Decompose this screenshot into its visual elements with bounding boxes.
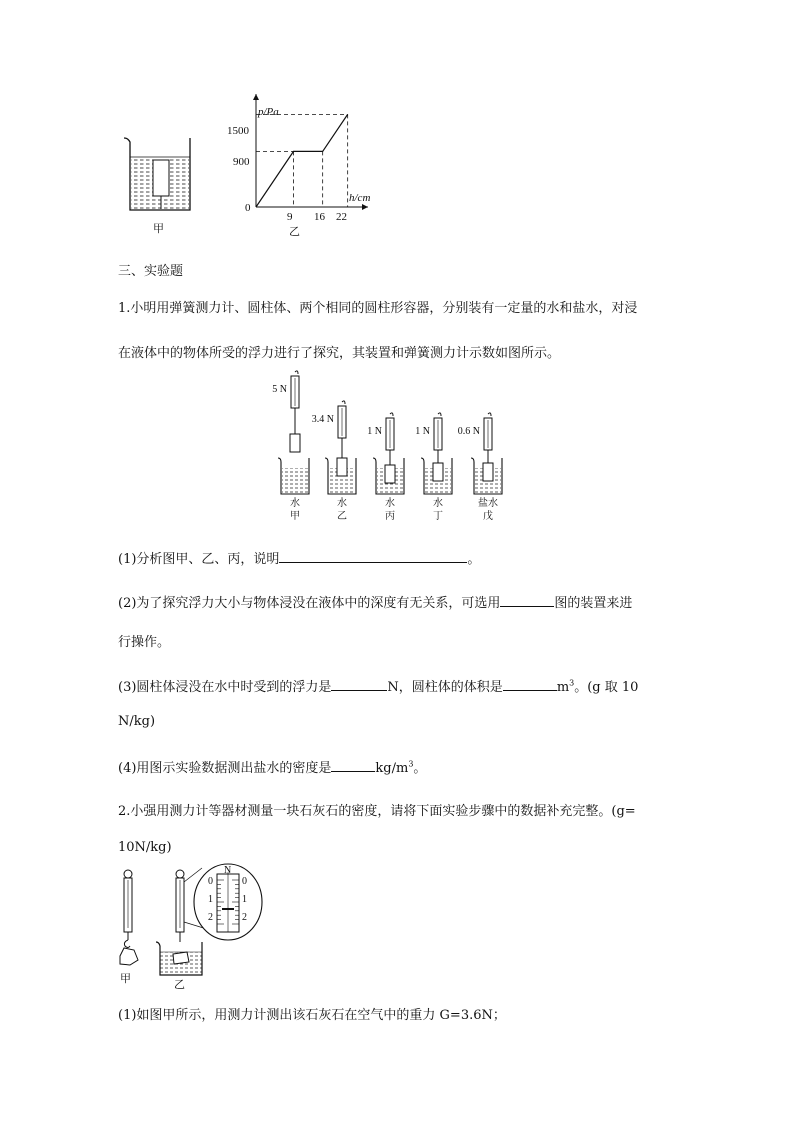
scale-reading: 5 N — [272, 384, 287, 395]
cylinder — [337, 458, 347, 476]
setup-label: 丙 — [385, 511, 395, 522]
cylinder — [433, 463, 443, 481]
fig-label-b: 乙 — [174, 979, 185, 991]
x-tick-9: 9 — [287, 211, 293, 223]
x-tick-22: 22 — [336, 211, 347, 223]
spring-scale-apparatus — [270, 370, 530, 530]
q1-part3-cont: N/kg) — [118, 714, 156, 729]
q1-part4-end: 。 — [413, 761, 427, 776]
beaker-label: 甲 — [153, 223, 164, 235]
scale-reading: 1 N — [367, 426, 382, 437]
q1-part2 — [118, 592, 632, 611]
top-figure — [110, 90, 390, 240]
answer-blank-5[interactable] — [331, 757, 375, 772]
q2-figure — [110, 862, 280, 992]
q1-part3-unit: m — [556, 680, 570, 695]
x-axis-arrow — [362, 204, 368, 210]
q1-part1-text: (1)分析图甲、乙、丙，说明 — [118, 552, 280, 567]
setup-label: 丁 — [433, 511, 443, 522]
liquid-label: 水 — [337, 498, 347, 509]
scale-unit: N — [224, 865, 232, 876]
apparatus-丙 — [367, 413, 404, 522]
graph-label: 乙 — [289, 226, 300, 238]
scale-hook — [342, 401, 345, 404]
scale-with-stone — [120, 870, 138, 965]
q2-part1: (1)如图甲所示，用测力计测出该石灰石在空气中的重力 G=3.6N； — [118, 1008, 506, 1023]
answer-blank-1[interactable] — [279, 548, 467, 563]
x-axis-label: h/cm — [349, 192, 371, 204]
q1-part1 — [118, 548, 480, 567]
answer-blank-4[interactable] — [503, 676, 557, 691]
q1-part2-text2: 图的装置来进 — [554, 596, 633, 611]
q1-part3-text: (3)圆柱体浸没在水中时受到的浮力是 — [118, 680, 332, 695]
liquid-label: 盐水 — [478, 498, 498, 509]
pressure-line — [256, 114, 348, 207]
y-axis-label: p/Pa — [258, 106, 279, 118]
q1-stem-line1: 1.小明用弹簧测力计、圆柱体、两个相同的圆柱形容器，分别装有一定量的水和盐水，对浸 — [118, 301, 638, 316]
q2-stem-line2: 10N/kg) — [118, 840, 172, 855]
y-tick-1500: 1500 — [227, 125, 249, 137]
scale-tick-0-left: 0 — [208, 876, 213, 887]
scale-tick-2-right: 2 — [242, 912, 247, 923]
liquid-label: 水 — [433, 498, 443, 509]
answer-blank-3[interactable] — [331, 676, 387, 691]
section-title: 三、实验题 — [118, 264, 184, 279]
scale-tick-2-left: 2 — [208, 912, 213, 923]
q1-part3 — [118, 676, 638, 695]
scale-reading: 3.4 N — [311, 414, 334, 425]
magnified-scale — [184, 864, 262, 940]
q1-stem-line2: 在液体中的物体所受的浮力进行了探究，其装置和弹簧测力计示数如图所示。 — [118, 346, 561, 361]
apparatus-丁 — [415, 413, 452, 522]
scale-hook — [438, 413, 441, 416]
q2-stem-line1: 2.小强用测力计等器材测量一块石灰石的密度，请将下面实验步骤中的数据补充完整。(g= — [118, 804, 636, 819]
q1-part1-end: 。 — [467, 552, 481, 567]
beaker-diagram — [124, 138, 190, 210]
cylinder — [483, 463, 493, 481]
liquid-label: 水 — [385, 498, 395, 509]
apparatus-乙 — [312, 401, 356, 522]
q1-part4-sup: 3 — [408, 759, 414, 769]
q1-part4-unit: kg/m — [375, 761, 409, 776]
liquid — [282, 468, 308, 493]
scale-tick-1-right: 1 — [242, 894, 247, 905]
scale-hook — [488, 413, 491, 416]
scale-hook — [295, 371, 298, 374]
setup-label: 乙 — [337, 511, 347, 522]
fig-label-a: 甲 — [120, 973, 131, 985]
setup-label: 甲 — [290, 511, 300, 522]
scale-hook — [390, 413, 393, 416]
scale-reading: 0.6 N — [457, 426, 480, 437]
q1-part4 — [118, 757, 426, 776]
answer-blank-2[interactable] — [500, 592, 554, 607]
liquid-label: 水 — [290, 498, 300, 509]
cylinder — [385, 465, 395, 483]
q1-part4-text: (4)用图示实验数据测出盐水的密度是 — [118, 761, 332, 776]
cylinder — [290, 434, 300, 452]
q1-part3-text2: N，圆柱体的体积是 — [387, 680, 503, 695]
y-tick-900: 900 — [233, 156, 250, 168]
x-tick-16: 16 — [314, 211, 325, 223]
scale-tick-0-right: 0 — [242, 876, 247, 887]
q1-part2-text: (2)为了探究浮力大小与物体浸没在液体中的深度有无关系，可选用 — [118, 596, 501, 611]
scale-reading: 1 N — [415, 426, 430, 437]
y-axis-arrow — [253, 94, 259, 100]
apparatus-甲 — [272, 371, 309, 522]
scale-tick-1-left: 1 — [208, 894, 213, 905]
y-tick-0: 0 — [245, 202, 251, 214]
q1-part2-cont: 行操作。 — [118, 635, 171, 650]
setup-label: 戊 — [483, 511, 493, 522]
q1-part3-text3: 。(g 取 10 — [574, 680, 639, 695]
scale-in-water — [156, 870, 202, 975]
apparatus-戊 — [458, 413, 502, 522]
q1-part3-sup: 3 — [569, 678, 575, 688]
